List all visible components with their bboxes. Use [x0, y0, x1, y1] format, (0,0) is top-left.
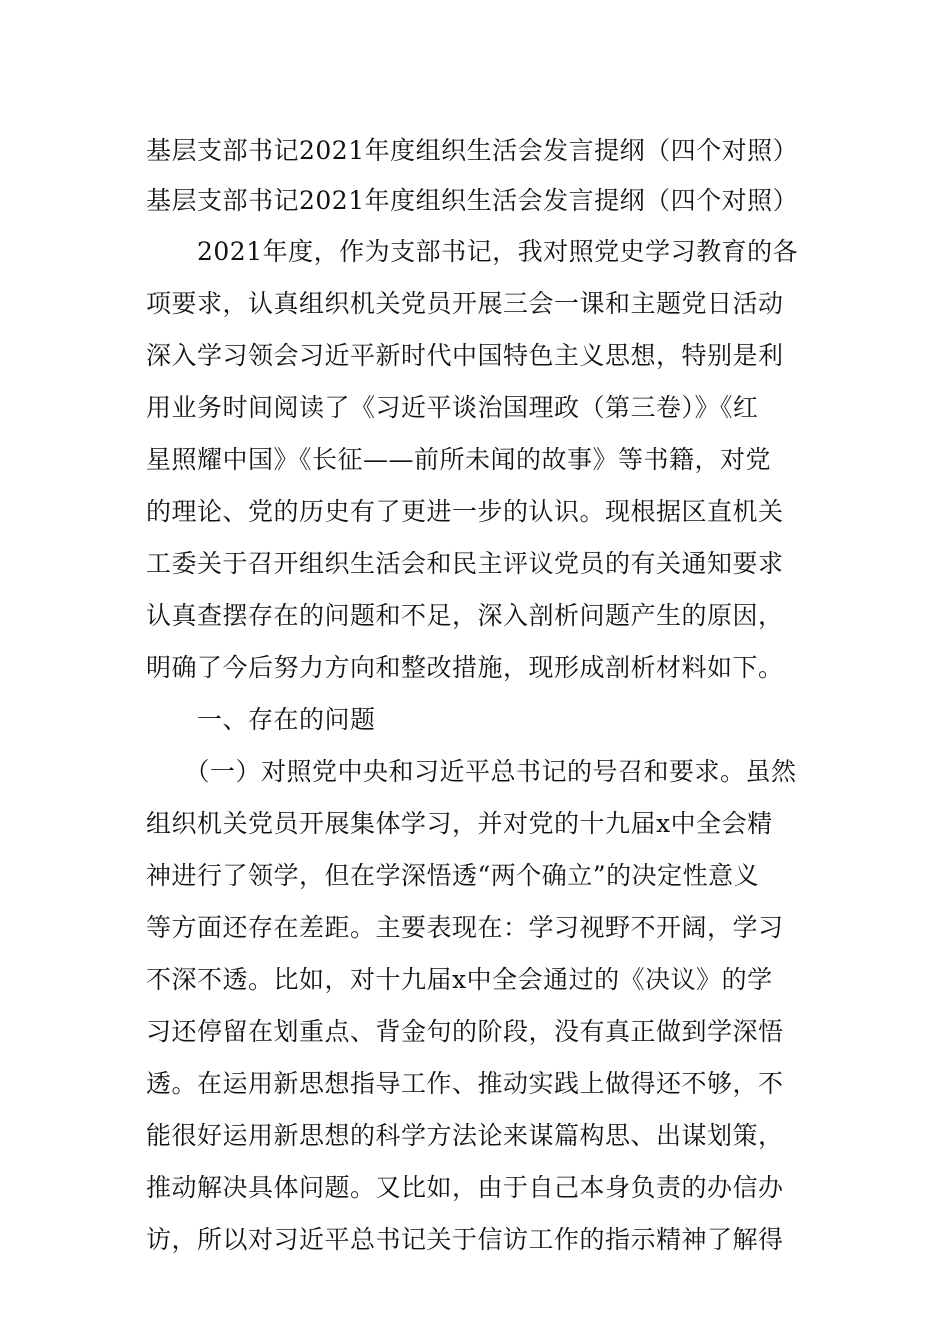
- body-line: 明确了今后努力方向和整改措施，现形成剖析材料如下。: [146, 653, 784, 682]
- body-line: 用业务时间阅读了《习近平谈治国理政（第三卷）》《红: [146, 393, 759, 422]
- body-line: 深入学习领会习近平新时代中国特色主义思想，特别是利: [146, 341, 784, 370]
- body-line: 项要求，认真组织机关党员开展三会一课和主题党日活动: [146, 289, 784, 318]
- body-line: 习还停留在划重点、背金句的阶段，没有真正做到学深悟: [146, 1017, 784, 1046]
- body-line: 组织机关党员开展集体学习，并对党的十九届x中全会精: [146, 809, 773, 838]
- body-line: 神进行了领学，但在学深悟透“两个确立”的决定性意义: [146, 861, 760, 890]
- document-body: [146, 226, 806, 1266]
- body-line: 星照耀中国》《长征——前所未闻的故事》等书籍，对党: [146, 445, 772, 474]
- section-heading: 一、存在的问题: [146, 705, 376, 734]
- body-line: 访，所以对习近平总书记关于信访工作的指示精神了解得: [146, 1225, 784, 1254]
- body-line: 能很好运用新思想的科学方法论来谋篇构思、出谋划策，: [146, 1121, 784, 1150]
- document-page: [146, 126, 806, 1266]
- subsection-heading: （一）对照党中央和习近平总书记的号召和要求。虽然: [146, 757, 797, 786]
- body-line: 等方面还存在差距。主要表现在：学习视野不开阔，学习: [146, 913, 784, 942]
- body-line: 认真查摆存在的问题和不足，深入剖析问题产生的原因，: [146, 601, 784, 630]
- document-title-repeat: 基层支部书记2021年度组织生活会发言提纲（四个对照）: [146, 186, 799, 215]
- body-line: 推动解决具体问题。又比如，由于自己本身负责的办信办: [146, 1173, 784, 1202]
- body-line: 工委关于召开组织生活会和民主评议党员的有关通知要求: [146, 549, 784, 578]
- body-line: 透。在运用新思想指导工作、推动实践上做得还不够，不: [146, 1069, 784, 1098]
- document-title: 基层支部书记2021年度组织生活会发言提纲（四个对照）: [146, 136, 799, 165]
- body-line: 不深不透。比如，对十九届x中全会通过的《决议》的学: [146, 965, 773, 994]
- body-line: 的理论、党的历史有了更进一步的认识。现根据区直机关: [146, 497, 784, 526]
- body-line: 2021年度，作为支部书记，我对照党史学习教育的各: [146, 237, 799, 266]
